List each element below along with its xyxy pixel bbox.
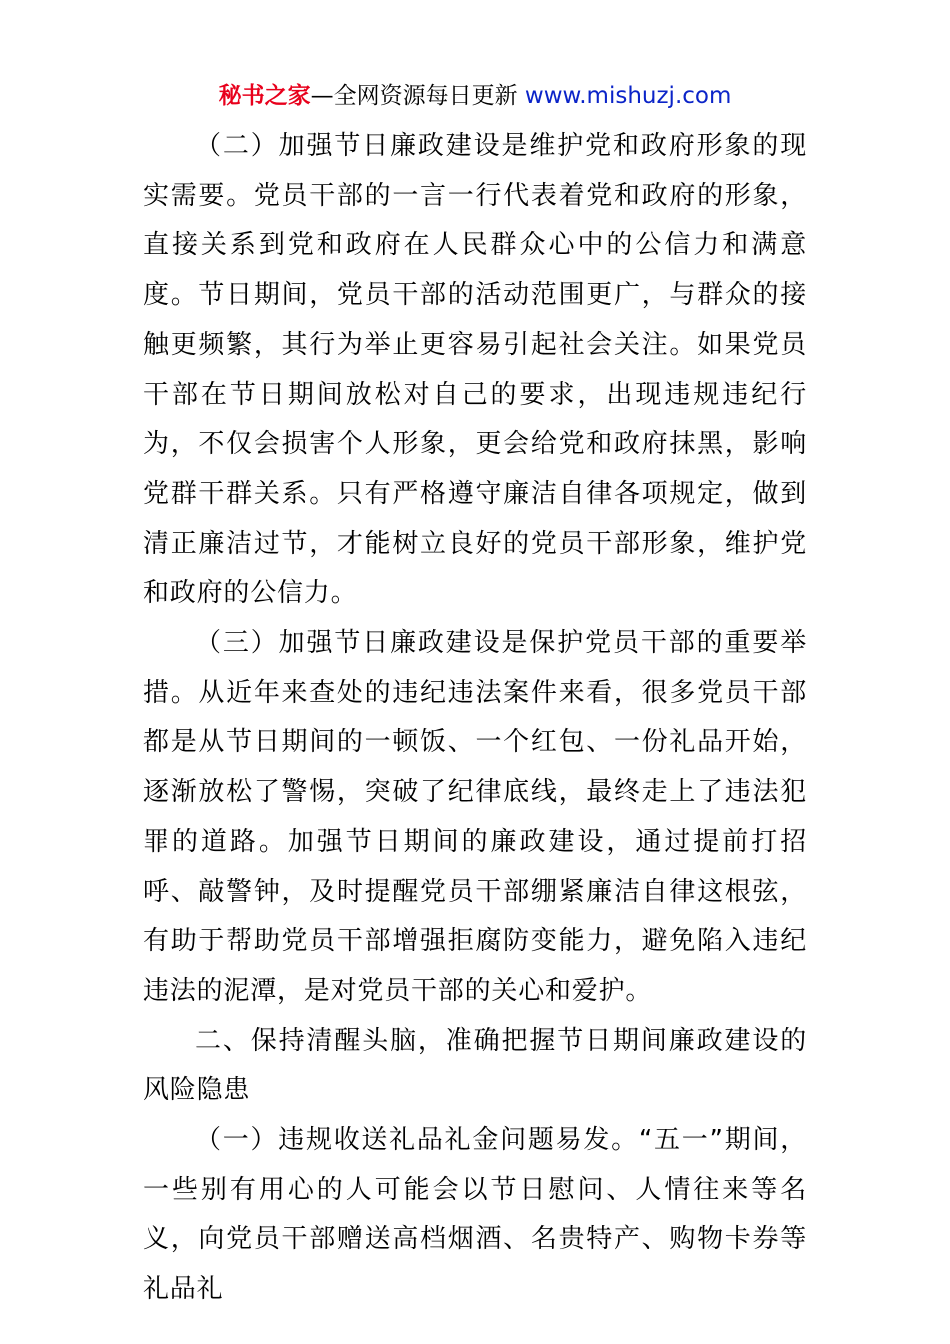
site-brand: 秘书之家	[218, 83, 311, 109]
section-heading-2: 二、保持清醒头脑，准确把握节日期间廉政建设的风险隐患	[143, 1025, 807, 1106]
site-url-link[interactable]: www.mishuzj.com	[524, 83, 732, 109]
site-header	[0, 80, 950, 112]
paragraph-section-2-2: （二）加强节日廉政建设是维护党和政府形象的现实需要。党员干部的一言一行代表着党和政府的形象，直接关系到党和政府在人民群众心中的公信力和满意度。节日期间，党员干部的活动范围更广，与群众的接触更频繁，其行为举止更容易引起社会关注。如果党员干部在节日期间放松对自己的要求，出现违规违纪行为，不仅会损害个人形象，更会给党和政府抹黑，影响党群干群关系。只有严格遵守廉洁自律各项规定，做到清正廉洁过节，才能树立良好的党员干部形象，维护党和政府的公信力。	[143, 131, 807, 609]
paragraph-section-3-1: （一）违规收送礼品礼金问题易发。“五一”期间，一些别有用心的人可能会以节日慰问、人情往来等名义，向党员干部赠送高档烟酒、名贵特产、购物卡券等礼品礼	[143, 1125, 807, 1305]
paragraph-section-2-3: （三）加强节日廉政建设是保护党员干部的重要举措。从近年来查处的违纪违法案件来看，很多党员干部都是从节日期间的一顿饭、一个红包、一份礼品开始，逐渐放松了警惕，突破了纪律底线，最终走上了违法犯罪的道路。加强节日期间的廉政建设，通过提前打招呼、敲警钟，及时提醒党员干部绷紧廉洁自律这根弦，有助于帮助党员干部增强拒腐防变能力，避免陷入违纪违法的泥潭，是对党员干部的关心和爱护。	[143, 628, 807, 1006]
document-body	[143, 122, 807, 1315]
site-tagline: —全网资源每日更新	[310, 83, 518, 109]
